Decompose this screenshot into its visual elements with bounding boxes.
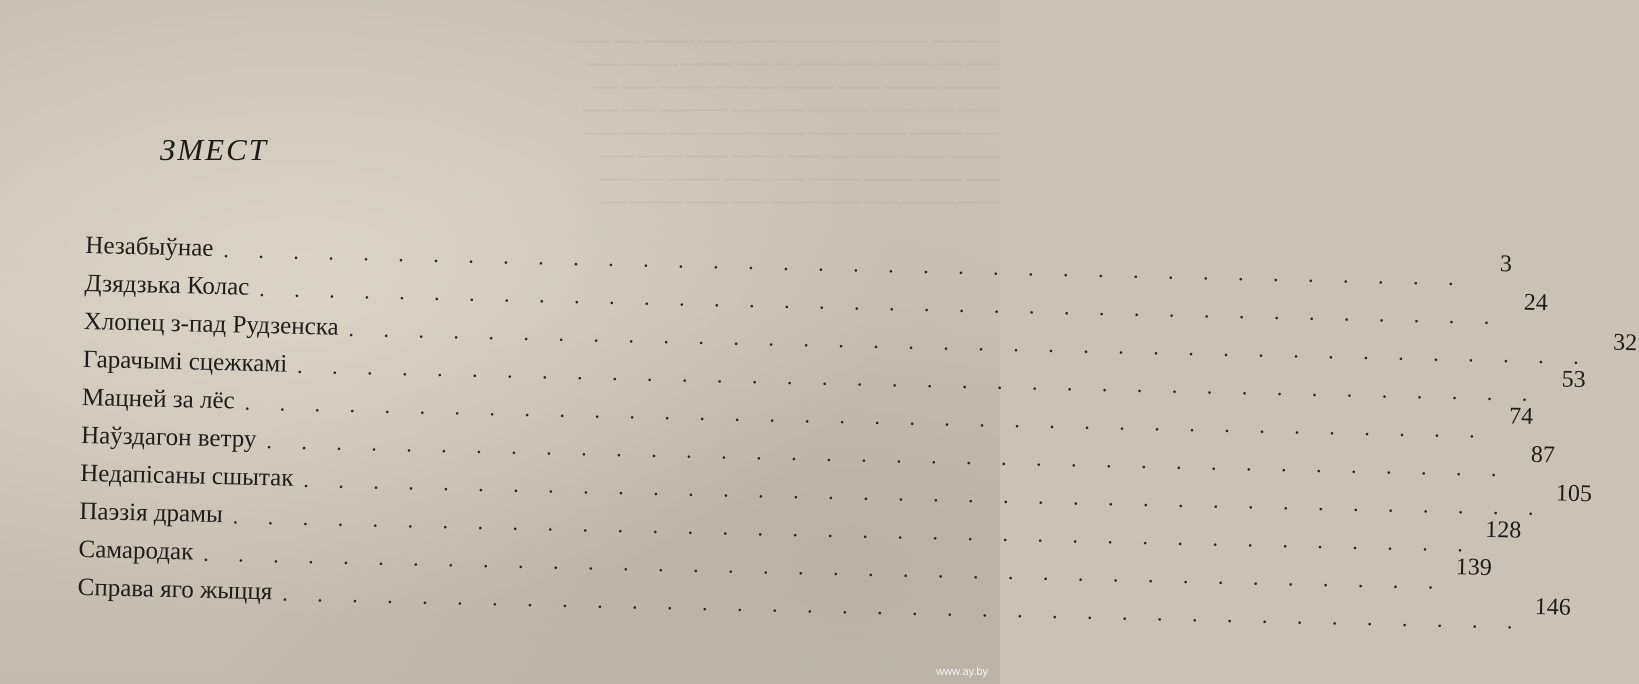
leader-dots: . . . . . . . . . . . . . . . . . . . . . . . . . . . . . . . . . . . . (348, 315, 1592, 370)
toc-entry-title: Наўздагон ветру (80, 421, 257, 453)
toc-entry-title: Недапісаны сшытак (79, 459, 294, 492)
leader-dots: . . . . . . . . . . . . . . . . . . . . . . . . . . . . . . . . . . . . (296, 352, 1540, 407)
toc-entry-page: 53 (1561, 366, 1586, 394)
leader-dots: . . . . . . . . . . . . . . . . . . . . . . . . . . . . . . . . . . . . (232, 503, 1476, 557)
toc-entry-title: Мацней за лёс (81, 383, 235, 415)
toc-entry-page: 128 (1484, 516, 1522, 544)
toc-entry-title: Справа яго жыцця (77, 573, 273, 606)
table-of-contents (77, 222, 1638, 634)
toc-entry-title: Паэзія драмы (79, 497, 224, 529)
toc-entry-page: 74 (1508, 403, 1534, 430)
leader-dots: . . . . . . . . . . . . . . . . . . . . . . . . . . . . . . . . . . . . (202, 540, 1446, 594)
toc-entry-title: Самародак (78, 535, 194, 566)
leader-dots: . . . . . . . . . . . . . . . . . . . . . . . . . . . . . . . . . . . . (282, 580, 1525, 634)
leader-dots: . . . . . . . . . . . . . . . . . . . . . . . . . . . . . . . . . . . . (223, 237, 1466, 291)
watermark-text: www.ay.by (936, 666, 988, 678)
toc-entry-page: 87 (1530, 441, 1556, 469)
toc-entry-page: 146 (1534, 593, 1572, 621)
leader-dots: . . . . . . . . . . . . . . . . . . . . . . . . . . . . . . . . . . . . (266, 428, 1509, 482)
toc-entry-page: 3 (1499, 251, 1513, 278)
leader-dots: . . . . . . . . . . . . . . . . . . . . . . . . . . . . . . . . . . . . (258, 275, 1502, 330)
toc-entry-page: 105 (1555, 480, 1593, 508)
toc-entry-title: Хлопец з-пад Рудзенска (83, 307, 339, 341)
page-title: ЗМЕСТ (160, 132, 269, 167)
leader-dots: . . . . . . . . . . . . . . . . . . . . . . . . . . . . . . . . . . . . (244, 389, 1488, 443)
leader-dots: . . . . . . . . . . . . . . . . . . . . . . . . . . . . . . . . . . . . (303, 467, 1546, 521)
toc-entry-title: Незабыўнае (85, 231, 214, 262)
toc-entry-title: Гарачымі сцежкамі (82, 345, 288, 378)
toc-entry-page: 24 (1523, 289, 1549, 317)
toc-entry-page: 139 (1455, 554, 1493, 581)
toc-entry-title: Дзядзька Колас (84, 269, 250, 301)
toc-entry-page: 32 (1612, 329, 1638, 357)
show-through-text: ________ ______ ____ ______ _____ ____ ______ ___ ____ ____ ___ ______ ____ _____ __ ____ ______ ______ ____ _______ ______ _____ ______ ___ ____ ______ ____ ___ _____ ___ ______ _______ ____ ____ ________ ____ ____ ____ ______ ______ _____ _____ ______ ____ _____ ____ ______ _____ _____ ___ ____ ______ _____ _____ ____ ____ _____ ______ ______ ____ _____ ______ ___ ____ _____ ______ ____ ____ ______ ____ _____ ______ ___ (575, 25, 1000, 205)
